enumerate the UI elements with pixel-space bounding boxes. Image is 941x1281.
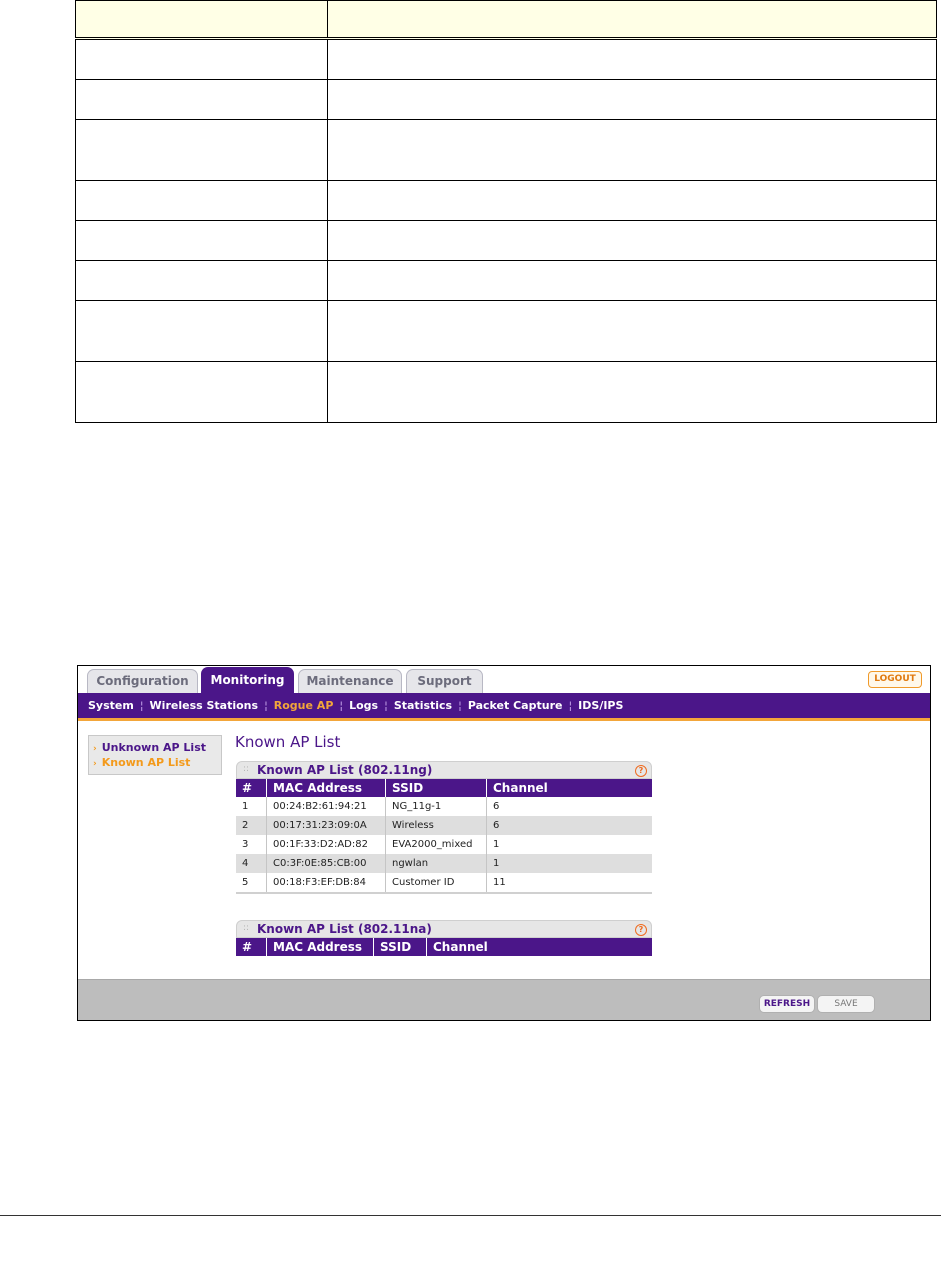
ssid: Wireless bbox=[386, 816, 487, 835]
column-header-number: # bbox=[236, 938, 267, 956]
subnav-packet-capture[interactable]: Packet Capture bbox=[467, 699, 563, 712]
row-number: 1 bbox=[236, 797, 267, 816]
channel: 1 bbox=[487, 854, 653, 873]
action-bar bbox=[78, 979, 930, 1021]
row-number: 4 bbox=[236, 854, 267, 873]
parameter-table bbox=[75, 0, 937, 423]
subnav-logs[interactable]: Logs bbox=[349, 699, 379, 712]
table-row bbox=[76, 80, 937, 120]
sidebar-item-label: Known AP List bbox=[101, 756, 191, 769]
page-title: Known AP List bbox=[235, 733, 341, 751]
save-button[interactable]: SAVE bbox=[817, 995, 875, 1013]
column-header-ssid: SSID bbox=[386, 779, 487, 797]
column-header-mac: MAC Address bbox=[267, 938, 374, 956]
router-ui-screenshot bbox=[77, 665, 931, 1021]
help-icon[interactable]: ? bbox=[635, 924, 647, 936]
table-row bbox=[76, 181, 937, 221]
mac-address: 00:24:B2:61:94:21 bbox=[267, 797, 386, 816]
sidebar-item-known-ap-list[interactable] bbox=[89, 755, 221, 770]
sub-navigation bbox=[78, 693, 930, 721]
table-header-row bbox=[236, 779, 652, 797]
sidebar-item-unknown-ap-list[interactable] bbox=[89, 740, 221, 755]
channel: 6 bbox=[487, 797, 653, 816]
help-icon[interactable]: ? bbox=[635, 765, 647, 777]
mac-address: 00:17:31:23:09:0A bbox=[267, 816, 386, 835]
channel: 11 bbox=[487, 873, 653, 893]
chevron-right-icon: › bbox=[93, 759, 97, 769]
ng-panel-header bbox=[236, 761, 652, 779]
table-row bbox=[236, 854, 652, 873]
row-number: 2 bbox=[236, 816, 267, 835]
sidebar bbox=[88, 735, 222, 775]
tab-configuration[interactable]: Configuration bbox=[87, 669, 198, 693]
main-content bbox=[78, 721, 930, 971]
subnav-separator: ¦ bbox=[384, 699, 388, 712]
table-row bbox=[76, 120, 937, 181]
table-header-row bbox=[76, 1, 937, 39]
table-row bbox=[76, 261, 937, 301]
table-header-cell bbox=[76, 1, 328, 39]
subnav-separator: ¦ bbox=[568, 699, 573, 712]
subnav-wireless-stations[interactable]: Wireless Stations bbox=[149, 699, 259, 712]
na-ap-table bbox=[236, 938, 652, 956]
mac-address: C0:3F:0E:85:CB:00 bbox=[267, 854, 386, 873]
column-header-channel: Channel bbox=[487, 779, 653, 797]
mac-address: 00:18:F3:EF:DB:84 bbox=[267, 873, 386, 893]
tab-maintenance[interactable]: Maintenance bbox=[298, 669, 402, 693]
chevron-right-icon: › bbox=[93, 744, 97, 754]
column-header-mac: MAC Address bbox=[267, 779, 386, 797]
ssid: NG_11g-1 bbox=[386, 797, 487, 816]
table-row bbox=[236, 797, 652, 816]
table-row bbox=[76, 301, 937, 362]
channel: 6 bbox=[487, 816, 653, 835]
table-row bbox=[236, 835, 652, 854]
subnav-ids-ips[interactable]: IDS/IPS bbox=[578, 699, 624, 712]
ssid: Customer ID bbox=[386, 873, 487, 893]
ssid: ngwlan bbox=[386, 854, 487, 873]
refresh-button[interactable]: REFRESH bbox=[759, 995, 815, 1013]
subnav-system[interactable]: System bbox=[88, 699, 134, 712]
subnav-statistics[interactable]: Statistics bbox=[393, 699, 453, 712]
ng-ap-table bbox=[236, 779, 652, 894]
row-number: 3 bbox=[236, 835, 267, 854]
column-header-ssid: SSID bbox=[374, 938, 427, 956]
mac-address: 00:1F:33:D2:AD:82 bbox=[267, 835, 386, 854]
table-row bbox=[236, 873, 652, 893]
na-panel-title: Known AP List (802.11na) bbox=[257, 922, 432, 936]
ng-panel-title: Known AP List (802.11ng) bbox=[257, 763, 433, 777]
subnav-separator: ¦ bbox=[264, 699, 268, 712]
table-row bbox=[76, 39, 937, 80]
channel: 1 bbox=[487, 835, 653, 854]
tab-support[interactable]: Support bbox=[406, 669, 483, 693]
main-tabs bbox=[78, 666, 930, 693]
drag-handle-icon: :: bbox=[243, 923, 250, 933]
subnav-separator: ¦ bbox=[458, 699, 462, 712]
subnav-rogue-ap[interactable]: Rogue AP bbox=[273, 699, 334, 712]
table-row bbox=[76, 362, 937, 423]
column-header-number: # bbox=[236, 779, 267, 797]
table-header-cell bbox=[328, 1, 937, 39]
page-footer-rule bbox=[0, 1215, 941, 1216]
column-header-channel: Channel bbox=[427, 938, 653, 956]
na-panel-header bbox=[236, 920, 652, 938]
row-number: 5 bbox=[236, 873, 267, 893]
logout-button[interactable]: LOGOUT bbox=[868, 671, 922, 688]
drag-handle-icon: :: bbox=[243, 764, 250, 774]
sidebar-item-label: Unknown AP List bbox=[101, 741, 206, 754]
subnav-separator: ¦ bbox=[139, 699, 144, 712]
tab-monitoring[interactable]: Monitoring bbox=[201, 667, 294, 693]
table-row bbox=[76, 221, 937, 261]
subnav-separator: ¦ bbox=[339, 699, 344, 712]
table-header-row bbox=[236, 938, 652, 956]
ssid: EVA2000_mixed bbox=[386, 835, 487, 854]
table-row bbox=[236, 816, 652, 835]
